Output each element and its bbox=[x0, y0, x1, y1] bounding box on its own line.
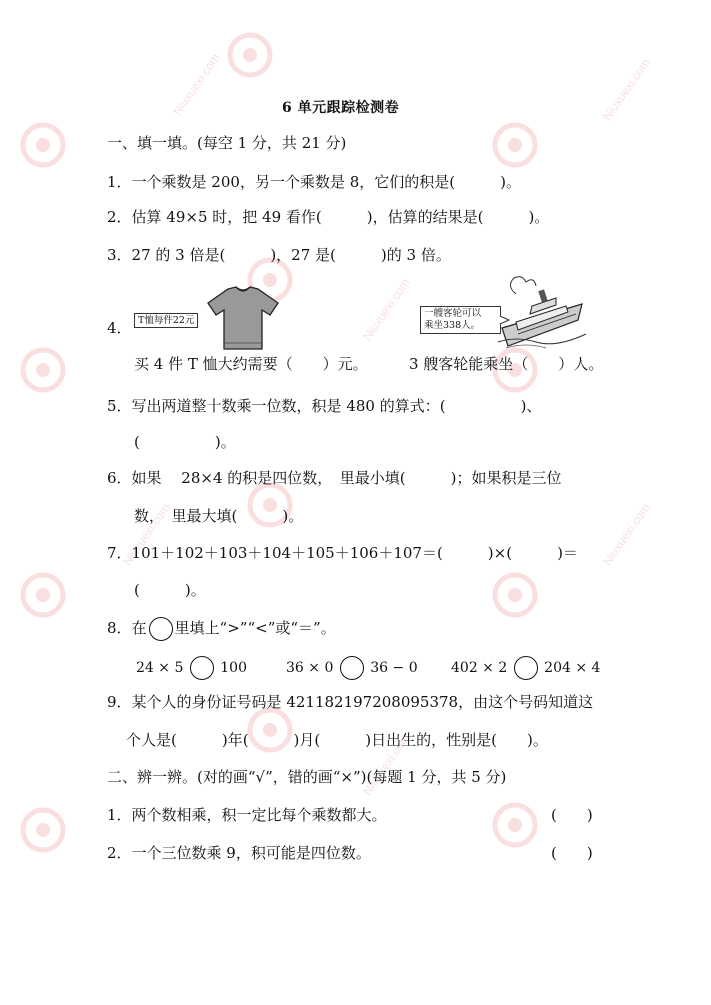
page-title: 6 单元跟踪检测卷 bbox=[282, 100, 400, 116]
question-1: 1．一个乘数是 200，另一个乘数是 8，它们的积是( )。 bbox=[107, 173, 521, 191]
compare-circle-icon[interactable] bbox=[340, 656, 364, 680]
judge-1-text: 1．两个数相乘，积一定比每个乘数都大。 bbox=[107, 806, 387, 824]
compare-circle-icon bbox=[149, 617, 173, 641]
question-5-line-1: 5．写出两道整十数乘一位数，积是 480 的算式：( )、 bbox=[107, 397, 542, 415]
watermark-logo-icon bbox=[490, 570, 540, 620]
compare-1-right: 100 bbox=[220, 660, 247, 676]
question-8-tail: 里填上“>”“<”或“＝”。 bbox=[174, 619, 336, 637]
question-4-number: 4． bbox=[107, 319, 132, 337]
compare-2-right: 36 − 0 bbox=[370, 660, 418, 676]
tshirt-image bbox=[206, 285, 280, 351]
judge-2-text: 2．一个三位数乘 9，积可能是四位数。 bbox=[107, 844, 371, 862]
ship-image bbox=[496, 272, 588, 350]
compare-row bbox=[136, 656, 247, 680]
section-heading-fill: 一、填一填。(每空 1 分，共 21 分) bbox=[107, 134, 347, 152]
ship-label-line-2: 乘坐338人。 bbox=[424, 320, 481, 331]
question-8-lead: 8．在 bbox=[107, 619, 147, 637]
question-6-line-1: 6．如果 28×4 的积是四位数， 里最小填( )；如果积是三位 bbox=[107, 469, 562, 487]
judge-1-answer[interactable]: ( ) bbox=[551, 806, 593, 824]
question-4-text-b: 3 艘客轮能乘坐（ ）人。 bbox=[409, 355, 604, 373]
question-3: 3．27 的 3 倍是( )，27 是( )的 3 倍。 bbox=[107, 246, 451, 264]
compare-circle-icon[interactable] bbox=[514, 656, 538, 680]
question-8-instruction bbox=[107, 617, 336, 641]
question-9-line-2: 个人是( )年( )月( )日出生的，性别是( )。 bbox=[126, 731, 548, 749]
compare-1-left: 24 × 5 bbox=[136, 660, 184, 676]
question-9-line-1: 9．某个人的身份证号码是 421182197208095378，由这个号码知道这 bbox=[107, 693, 594, 711]
watermark-url: Niuxuexi.com bbox=[600, 500, 653, 569]
shirt-price-label: T恤每件22元 bbox=[134, 313, 198, 328]
question-4-text-a: 买 4 件 T 恤大约需要（ ）元。 bbox=[134, 355, 368, 373]
question-2: 2．估算 49×5 时，把 49 看作( )，估算的结果是( )。 bbox=[107, 208, 550, 226]
watermark-url: Niuxuexi.com bbox=[360, 730, 413, 799]
watermark-logo-icon bbox=[18, 805, 68, 855]
watermark-url: Niuxuexi.com bbox=[120, 500, 173, 569]
ship-label-line-1: 一艘客轮可以 bbox=[424, 308, 482, 319]
compare-row bbox=[451, 656, 600, 680]
question-7-line-2: ( )。 bbox=[134, 581, 206, 599]
watermark-logo-icon bbox=[18, 570, 68, 620]
watermark-logo-icon bbox=[18, 120, 68, 170]
watermark-logo-icon bbox=[225, 30, 275, 80]
watermark-logo-icon bbox=[490, 120, 540, 170]
watermark-logo-icon bbox=[490, 800, 540, 850]
ship-label bbox=[424, 308, 481, 332]
compare-3-right: 204 × 4 bbox=[544, 660, 601, 676]
question-6-line-2: 数， 里最大填( )。 bbox=[134, 507, 304, 525]
question-5-line-2: ( )。 bbox=[134, 433, 236, 451]
section-heading-judge: 二、辨一辨。(对的画“√”，错的画“×”)(每题 1 分，共 5 分) bbox=[107, 768, 507, 786]
watermark-url: Niuxuexi.com bbox=[360, 275, 413, 344]
compare-3-left: 402 × 2 bbox=[451, 660, 508, 676]
compare-circle-icon[interactable] bbox=[190, 656, 214, 680]
watermark-url: Niuxuexi.com bbox=[600, 55, 653, 124]
watermark-logo-icon bbox=[18, 345, 68, 395]
compare-2-left: 36 × 0 bbox=[286, 660, 334, 676]
judge-2-answer[interactable]: ( ) bbox=[551, 844, 593, 862]
compare-row bbox=[286, 656, 418, 680]
watermark-url: Niuxuexi.com bbox=[170, 50, 223, 119]
question-7-line-1: 7．101＋102＋103＋104＋105＋106＋107＝( )×( )＝ bbox=[107, 544, 578, 562]
